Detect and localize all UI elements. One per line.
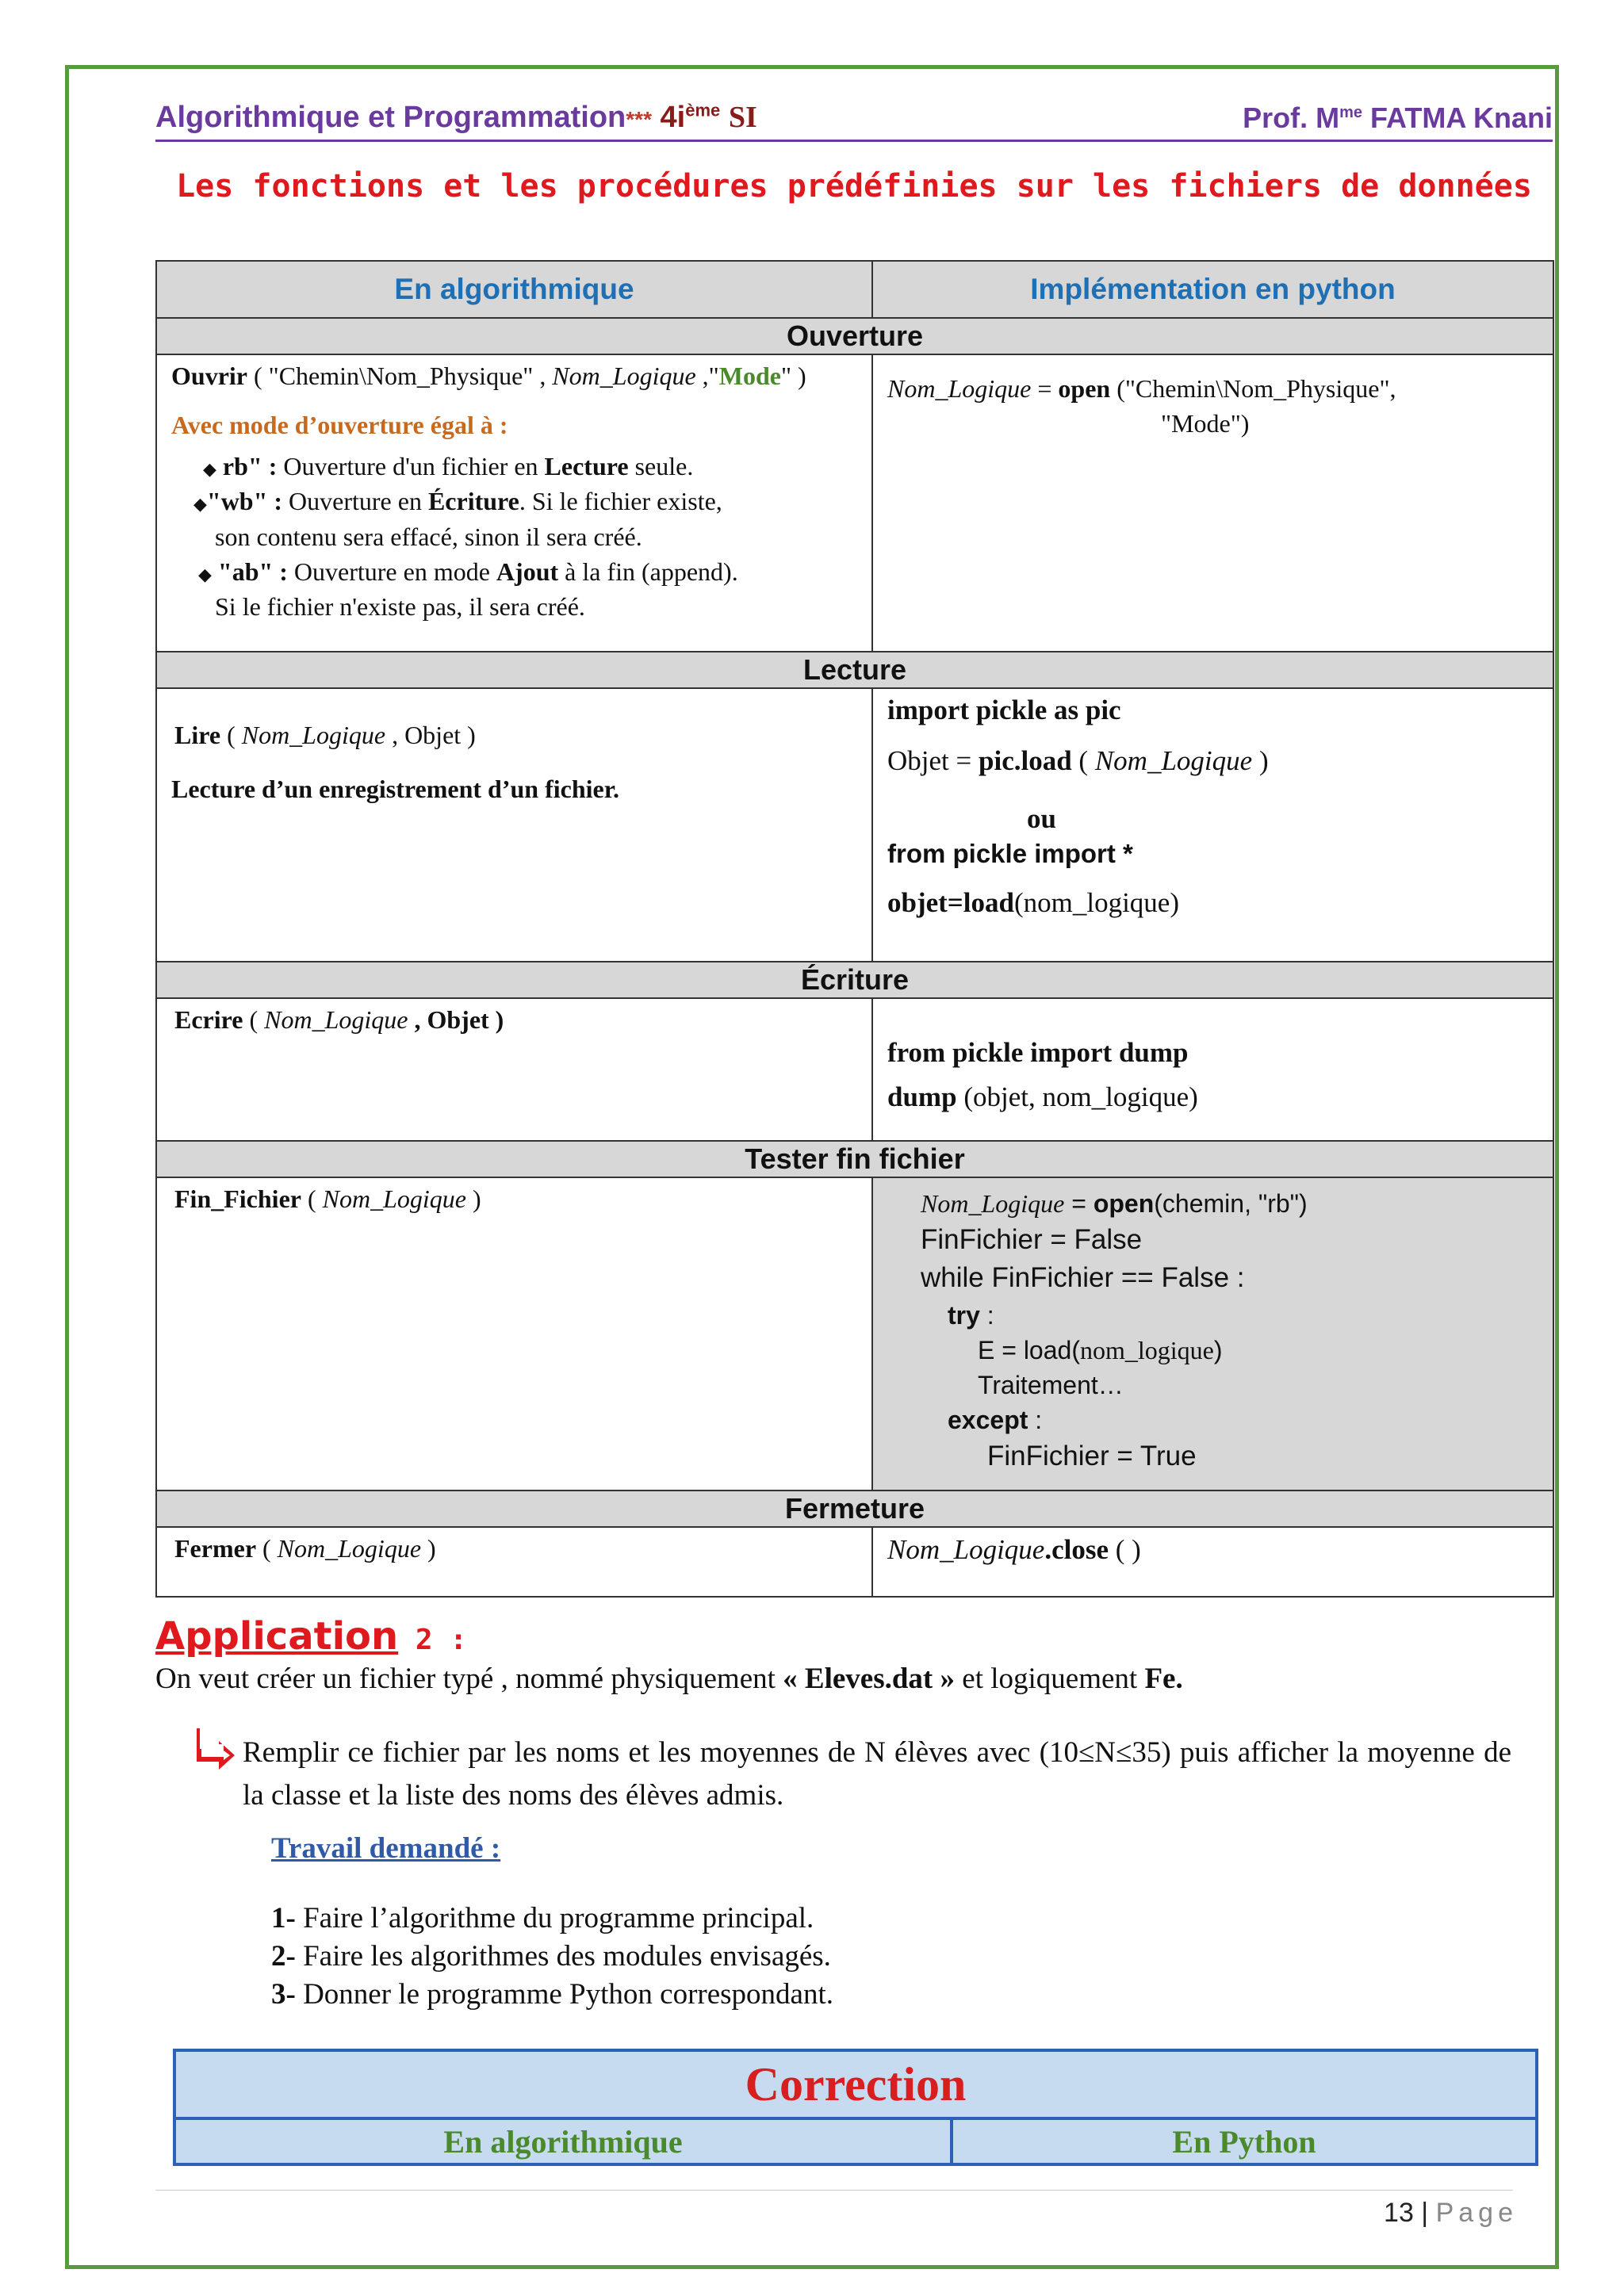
page-number: 13 — [1384, 2198, 1414, 2228]
application-heading: Application 2 : — [155, 1614, 467, 1659]
ecriture-python: from pickle import dump dump (objet, nom_logique) — [872, 998, 1553, 1141]
mode-title: Avec mode d’ouverture égal à : — [171, 411, 508, 440]
correction-table — [173, 2049, 1538, 2166]
fin-fichier-algo: Fin_Fichier ( Nom_Logique ) — [156, 1177, 872, 1490]
ecriture-algo: Ecrire ( Nom_Logique , Objet ) — [156, 998, 872, 1141]
page-footer: 13 | Page — [1384, 2198, 1518, 2228]
page-header — [155, 95, 1553, 142]
fin-fichier-python: Nom_Logique = open(chemin, "rb") FinFichier = False while FinFichier == False : try : E = load(nom_logique) Traitement… except : FinFichier = True — [872, 1177, 1553, 1490]
task-description: Remplir ce fichier par les noms et les moyennes de N élèves avec (10≤N≤35) puis afficher la moyenne de la classe et la liste des noms des élèves admis. — [243, 1736, 1511, 1812]
correction-title: Correction — [174, 2050, 1537, 2118]
correction-col-python: En Python — [952, 2118, 1537, 2164]
footer-divider — [155, 2190, 1513, 2191]
correction-col-algo: En algorithmique — [174, 2118, 952, 2164]
list-item: 3- Donner le programme Python correspondant. — [271, 1978, 833, 2011]
travail-demande: Travail demandé : — [271, 1832, 501, 1865]
section-fin-fichier: Tester fin fichier — [156, 1141, 1553, 1177]
arrow-icon — [195, 1725, 239, 1770]
ouverture-python: Nom_Logique = open ("Chemin\Nom_Physique", "Mode") — [872, 354, 1553, 652]
section-ecriture: Écriture — [156, 962, 1553, 998]
page-title: Les fonctions et les procédures prédéfinies sur les fichiers de données — [176, 168, 1532, 205]
fermeture-python: Nom_Logique.close ( ) — [872, 1527, 1553, 1597]
column-header-python: Implémentation en python — [872, 261, 1553, 318]
section-lecture: Lecture — [156, 652, 1553, 688]
ouverture-algo: Ouvrir ( "Chemin\Nom_Physique" , Nom_Logique ,"Mode" ) Avec mode d’ouverture égal à : ◆ rb" : Ouverture d'un fichier en Lecture seule. ◆"wb" : Ouverture en Écriture. Si le fichier existe, son contenu sera effacé, sinon il sera créé. ◆ "ab" : Ouverture en mode Ajout à la fin (append). Si le fichier n'existe pas, il sera créé. — [156, 354, 872, 652]
header-course: Algorithmique et Programmation*** $4i^{ème}$ SI — [155, 100, 757, 134]
lecture-algo: Lire ( Nom_Logique , Objet ) Lecture d’un enregistrement d’un fichier. — [156, 688, 872, 962]
fermeture-algo: Fermer ( Nom_Logique ) — [156, 1527, 872, 1597]
functions-table — [155, 260, 1554, 1598]
section-ouverture: Ouverture — [156, 318, 1553, 354]
list-item: 1- Faire l’algorithme du programme principal. — [271, 1902, 814, 1934]
section-fermeture: Fermeture — [156, 1490, 1553, 1527]
steps-list — [271, 1900, 833, 2014]
list-item: 2- Faire les algorithmes des modules envisagés. — [271, 1940, 831, 1973]
header-teacher: Prof. $M^{me}$ FATMA Knani — [1243, 101, 1553, 134]
lecture-python: import pickle as pic Objet = pic.load ( Nom_Logique ) ou from pickle import * objet=load(nom_logique) — [872, 688, 1553, 962]
application-statement: On veut créer un fichier typé , nommé physiquement « Eleves.dat » et logiquement Fe. — [155, 1663, 1183, 1695]
column-header-algo: En algorithmique — [156, 261, 872, 318]
